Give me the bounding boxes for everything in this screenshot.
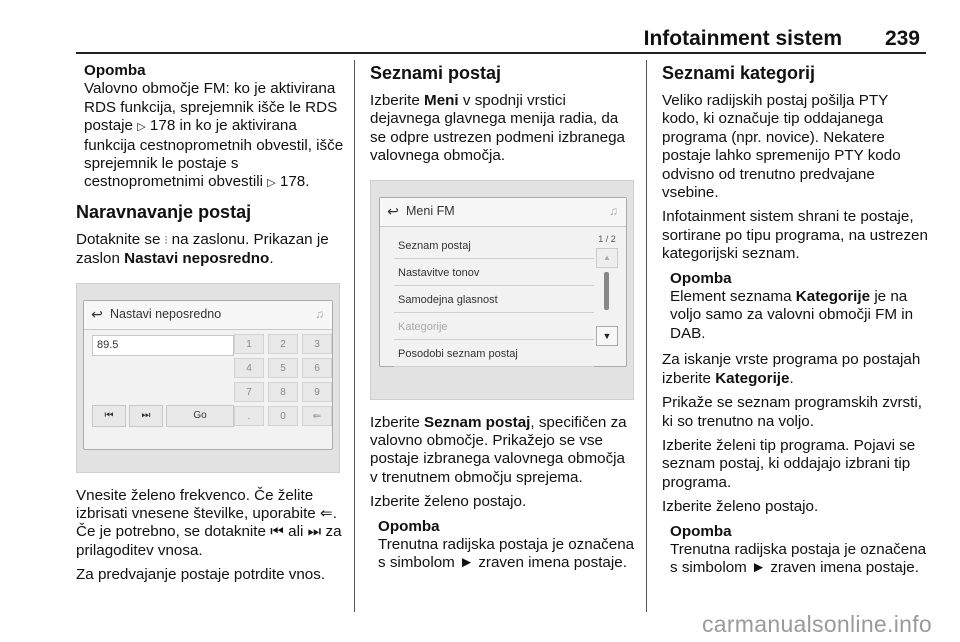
- back-icon[interactable]: ↩: [387, 203, 399, 220]
- paragraph: Izberite želeno postajo.: [662, 498, 819, 516]
- skip-forward-icon: ⏭: [141, 409, 151, 421]
- section-heading: Naravnavanje postaj: [76, 201, 252, 222]
- key-7[interactable]: 7: [234, 382, 264, 402]
- paragraph: Izberite Seznam postaj, specifičen za valovno območje. Prikažejo se vse postaje izbranega valovnega območja v trenutnem območju sprejema.: [370, 413, 627, 486]
- note-title: Opomba: [84, 62, 146, 79]
- scroll-down-button[interactable]: [596, 326, 618, 346]
- page-header-title: Infotainment sistem: [643, 27, 842, 50]
- paragraph: Prikaže se seznam programskih zvrsti, ki so trenutno na voljo.: [662, 394, 922, 430]
- paragraph: Za predvajanje postaje potrdite vnos.: [76, 566, 326, 584]
- page-number: 239: [884, 27, 920, 50]
- key-2[interactable]: 2: [268, 334, 298, 354]
- note-text: Trenutna radijska postaja je označena s simbolom ► zraven imena postaje.: [670, 540, 927, 577]
- column-divider-1: [354, 60, 355, 612]
- direct-tune-screen: [83, 300, 333, 450]
- menu-item-update-list[interactable]: Posodobi seznam postaj: [394, 340, 594, 367]
- section-heading: Seznami postaj: [370, 63, 502, 83]
- scroll-up-button[interactable]: [596, 248, 618, 268]
- music-note-icon: ♫: [609, 204, 618, 219]
- note-box: [662, 523, 928, 578]
- seek-forward-button[interactable]: [129, 405, 163, 427]
- screen-header: [380, 198, 626, 227]
- skip-back-icon: ⏮: [270, 523, 284, 541]
- key-dot[interactable]: .: [234, 406, 264, 426]
- paragraph: Vnesite želeno frekvenco. Če želite izbrisati vnesene številke, uporabite ⇐. Če je potrebno, se dotaknite ⏮ ali ⏭ za prilagoditev vnosa.: [76, 486, 342, 559]
- menu-item-station-list[interactable]: Seznam postaj: [394, 232, 594, 259]
- scroll-track[interactable]: [596, 268, 618, 326]
- skip-forward-icon: ⏭: [307, 523, 322, 541]
- watermark: carmanualsonline.info: [701, 611, 932, 637]
- column-divider-2: [646, 60, 647, 612]
- column-2: [370, 62, 636, 581]
- screenshot-direct-tune: [76, 283, 340, 473]
- paragraph: Izberite želeni tip programa. Pojavi se seznam postaj, ki oddajajo izbrani tip programa.: [662, 436, 916, 491]
- note-title: Opomba: [378, 517, 440, 535]
- tune-buttons: [92, 405, 234, 427]
- paragraph: Izberite želeno postajo.: [370, 493, 527, 511]
- key-3[interactable]: 3: [302, 334, 332, 354]
- paragraph: Dotaknite se ⫶ na zaslonu. Prikazan je zaslon Nastavi neposredno.: [76, 230, 329, 268]
- scrollbar[interactable]: [596, 230, 618, 350]
- screen-header: [84, 301, 332, 330]
- paragraph: Za iskanje vrste programa po postajah izberite Kategorije.: [662, 351, 921, 387]
- paragraph: Izberite Meni v spodnji vrstici dejavnega glavnega menija radia, da se odpre ustrezen podmeni izbranega valovnega območja.: [370, 92, 625, 165]
- up-arrow-icon: ▲: [603, 253, 611, 263]
- reference-arrow-icon: ▷: [267, 177, 276, 190]
- note-text: Valovno območje FM: ko je aktivirana RDS funkcija, sprejemnik išče le RDS postaje ▷ 178 in ko je aktivirana funkcija cestnoprometnih obvestil, išče sprejemnik le postaje s cestnoprometnimi obvestili ▷ 178.: [84, 80, 344, 191]
- paragraph: Veliko radijskih postaj pošilja PTY kodo, ki označuje tip oddajanega programa (npr. novice). Nekatere postaje lahko spremenijo PTY kodo odvisno od trenutno predvajane vsebine.: [662, 92, 901, 202]
- backspace-key[interactable]: ⇐: [302, 406, 332, 426]
- menu-item-auto-volume[interactable]: Samodejna glasnost: [394, 286, 594, 313]
- fm-menu-screen: [379, 197, 627, 367]
- menu-item-categories[interactable]: Kategorije: [394, 313, 594, 340]
- page-indicator: 1 / 2: [598, 233, 616, 244]
- reference-arrow-icon: ▷: [137, 121, 146, 134]
- go-button[interactable]: Go: [166, 405, 234, 427]
- screen-title: Meni FM: [406, 204, 455, 219]
- screen-title: Nastavi neposredno: [110, 307, 222, 322]
- tune-icon: ⫶: [164, 234, 168, 247]
- key-9[interactable]: 9: [302, 382, 332, 402]
- note-text: Element seznama Kategorije je na voljo samo za valovni območji FM in DAB.: [670, 288, 914, 342]
- menu-list: [394, 232, 594, 367]
- play-arrow-icon: ►: [459, 554, 475, 572]
- numeric-keypad: [234, 334, 332, 426]
- note-text: Trenutna radijska postaja je označena s simbolom ► zraven imena postaje.: [378, 536, 635, 572]
- key-5[interactable]: 5: [268, 358, 298, 378]
- key-0[interactable]: 0: [268, 406, 298, 426]
- music-note-icon: ♫: [315, 307, 324, 322]
- frequency-input[interactable]: 89.5: [92, 335, 234, 356]
- note-box: [370, 518, 636, 573]
- paragraph: Infotainment sistem shrani te postaje, sortirane po tipu programa, na ustrezen kategorijski seznam.: [662, 208, 928, 263]
- note-title: Opomba: [670, 522, 732, 540]
- note-box: [662, 270, 928, 344]
- header-rule: [76, 52, 926, 54]
- scroll-thumb[interactable]: [604, 272, 609, 310]
- column-3: [662, 62, 928, 586]
- back-icon[interactable]: ↩: [91, 306, 103, 323]
- backspace-icon: ⇐: [320, 505, 333, 523]
- seek-back-button[interactable]: [92, 405, 126, 427]
- column-1: [76, 62, 346, 591]
- down-arrow-icon: ▼: [602, 331, 612, 342]
- key-8[interactable]: 8: [268, 382, 298, 402]
- key-6[interactable]: 6: [302, 358, 332, 378]
- menu-item-tone-settings[interactable]: Nastavitve tonov: [394, 259, 594, 286]
- note-box: [76, 62, 346, 193]
- play-arrow-icon: ►: [751, 559, 767, 577]
- key-4[interactable]: 4: [234, 358, 264, 378]
- note-title: Opomba: [670, 269, 732, 287]
- skip-back-icon: ⏮: [104, 409, 114, 421]
- screenshot-fm-menu: [370, 180, 634, 400]
- key-1[interactable]: 1: [234, 334, 264, 354]
- section-heading: Seznami kategorij: [662, 63, 816, 83]
